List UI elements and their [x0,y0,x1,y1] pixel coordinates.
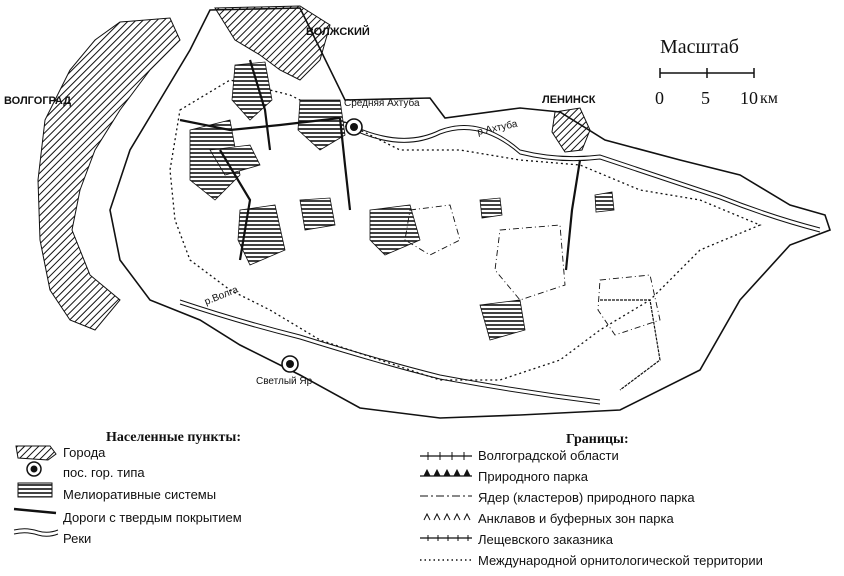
scale-title: Масштаб [660,36,739,58]
reserve-border-icon [420,535,472,541]
legend-settlements-heading: Населенные пункты: [106,430,242,445]
volzhsky-city-area [215,6,330,80]
srednyaya-akhtuba-marker [346,119,362,135]
legend-settlement-0: Города [63,445,106,460]
srednyaya-akhtuba-label: Средняя Ахтуба [344,98,420,109]
scale-bar [660,68,754,78]
volzhsky-label: ВОЛЖСКИЙ [306,26,370,38]
svetly-yar-marker [282,356,298,372]
town-dot-icon [27,462,41,476]
legend-borders-heading: Границы: [566,432,629,447]
legend-border-2: Ядер (кластеров) природного парка [478,490,695,505]
svetly-yar-label: Светлый Яр [256,376,313,387]
legend-border-1: Природного парка [478,469,589,484]
city-hatch-icon [16,446,56,460]
scale-tick-0: 0 [655,88,664,108]
oblast-border [110,8,830,418]
irrigation-stripes-icon [18,483,52,497]
legend-settlement-4: Реки [63,531,92,546]
leninsk-city-area [552,108,590,152]
legend-border-5: Международной орнитологической территории [478,553,763,568]
scale-unit: км [760,90,778,107]
akhtuba-label: р.Ахтуба [476,118,519,138]
legend-settlement-3: Дороги с твердым покрытием [63,510,242,525]
core-clusters [405,205,660,335]
leninsk-label: ЛЕНИНСК [542,94,596,106]
volgograd-label: ВОЛГОГРАД [4,95,72,107]
legend-settlement-1: пос. гор. типа [63,465,145,480]
scale-tick-10: 10 [740,88,758,108]
rivers [180,122,820,404]
volgograd-city-area [38,18,180,330]
road-line-icon [14,509,56,513]
scale-tick-5: 5 [701,88,710,108]
legend-settlement-symbols [12,444,62,554]
leshchevsky-reserve-border [600,300,660,390]
legend-settlement-2: Мелиоративные системы [63,487,217,502]
river-double-line-icon [14,529,58,537]
enclave-border-icon [424,514,470,520]
legend-border-3: Анклавов и буферных зон парка [478,511,674,526]
oblast-border-icon [420,452,472,460]
legend-border-4: Лещевского заказника [478,532,614,547]
legend-border-0: Волгоградской области [478,448,619,463]
park-border-icon [420,470,472,476]
legend-border-symbols [418,448,474,568]
volga-label: р.Волга [203,284,240,308]
